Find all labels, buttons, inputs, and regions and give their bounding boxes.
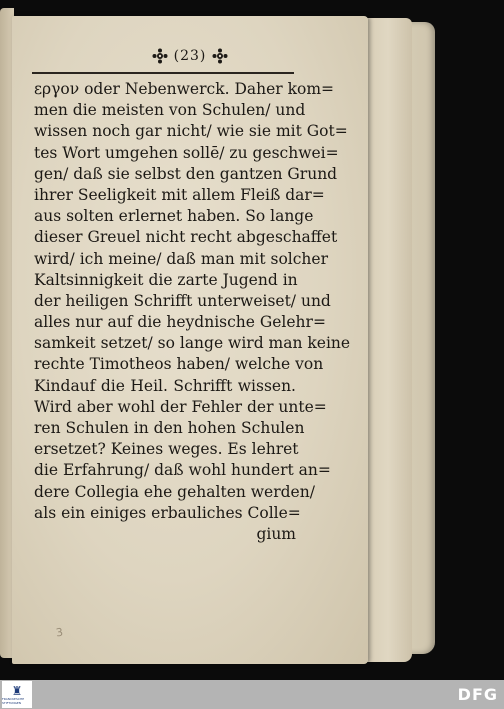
text-line: dieser Greuel nicht recht abgeschaffet — [34, 228, 338, 247]
pencil-mark: 3 — [55, 625, 64, 640]
text-line: Kindauf die Heil. Schrifft wissen. — [34, 376, 296, 395]
text-line: Wird aber wohl der Fehler der unte= — [34, 397, 327, 416]
catchword: gium — [256, 524, 296, 543]
institution-logo[interactable] — [2, 681, 32, 708]
page-number: (23) — [173, 48, 207, 64]
page-header — [12, 44, 368, 68]
text-line: wird/ ich meine/ daß man mit solcher — [34, 249, 328, 268]
text-line: alles nur auf die heydnische Gelehr= — [34, 313, 326, 332]
text-line: εργον oder Nebenwerck. Daher kom= — [34, 80, 335, 98]
text-line: gen/ daß sie selbst den gantzen Grund — [34, 164, 338, 183]
text-line: ersetzet? Keines weges. Es lehret — [34, 440, 299, 459]
text-line: aus solten erlernet haben. So lange — [34, 207, 314, 226]
text-line: ihrer Seeligkeit mit allem Fleiß dar= — [34, 185, 325, 204]
text-line: samkeit setzet/ so lange wird man keine — [34, 334, 351, 353]
text-line: wissen noch gar nicht/ wie sie mit Got= — [34, 122, 348, 141]
flower-ornament-icon — [152, 48, 168, 64]
text-line: dere Collegia ehe gehalten werden/ — [34, 482, 315, 501]
text-line: die Erfahrung/ daß wohl hundert an= — [34, 461, 331, 480]
text-line: rechte Timotheos haben/ welche von — [34, 355, 324, 374]
text-line: tes Wort umgehen sollē/ zu geschwei= — [34, 143, 339, 162]
logo-emblem-icon: ♜ — [11, 683, 23, 698]
text-line: Kaltsinnigkeit die zarte Jugend in — [34, 270, 298, 289]
text-line: der heiligen Schrifft unterweiset/ und — [34, 291, 331, 310]
text-line: ren Schulen in den hohen Schulen — [34, 419, 305, 437]
dfg-logo[interactable]: DFG — [457, 685, 498, 704]
logo-caption: FRANCKESCHE STIFTUNGEN — [2, 696, 25, 705]
flower-ornament-icon — [212, 48, 228, 64]
book-page — [12, 16, 368, 664]
text-line: men die meisten von Schulen/ und — [34, 101, 306, 120]
header-rule — [32, 72, 294, 74]
text-line: als ein einiges erbauliches Colle= — [34, 503, 301, 522]
body-text — [34, 79, 351, 545]
footer-bar — [0, 680, 504, 709]
